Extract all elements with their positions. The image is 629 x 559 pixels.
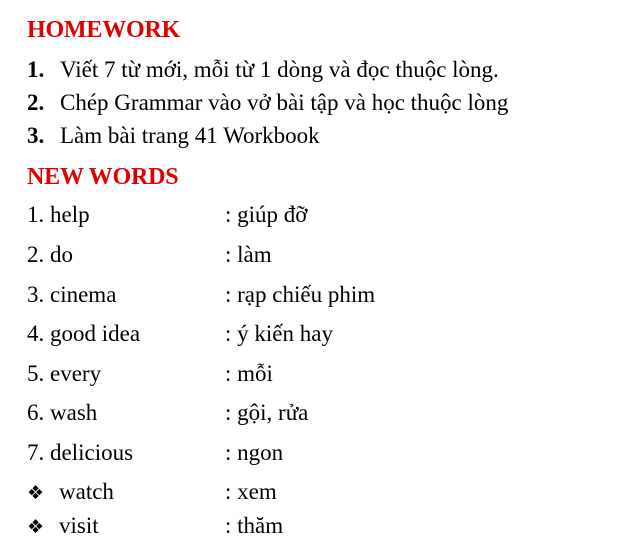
english-word: 5. every [27, 361, 102, 386]
homework-item-number: 1. [27, 57, 45, 82]
english-word: 7. delicious [27, 440, 134, 465]
english-word: 2. do [27, 242, 73, 267]
vietnamese-meaning: : thăm [225, 513, 284, 538]
homework-item-text: Viết 7 từ mới, mỗi từ 1 dòng và đọc thuộc lòng. [60, 57, 499, 82]
homework-item-number: 2. [27, 90, 45, 115]
vietnamese-meaning: : xem [225, 479, 277, 504]
homework-item-2 [27, 91, 508, 114]
vietnamese-meaning: : rạp chiếu phim [225, 282, 376, 307]
english-word: watch [59, 479, 114, 504]
diamond-bullet-icon: ❖ [27, 482, 45, 504]
word-left-group [27, 514, 99, 537]
english-word: 3. cinema [27, 282, 117, 307]
homework-item-1 [27, 58, 499, 81]
english-word: 1. help [27, 202, 90, 227]
homework-item-number: 3. [27, 123, 45, 148]
vietnamese-meaning: : ý kiến hay [225, 321, 333, 346]
word-left-group [27, 480, 114, 503]
vietnamese-meaning: : gội, rửa [225, 400, 309, 425]
vietnamese-meaning: : làm [225, 242, 272, 267]
english-word: 4. good idea [27, 321, 141, 346]
english-word: 6. wash [27, 400, 98, 425]
vietnamese-meaning: : giúp đỡ [225, 202, 308, 227]
homework-item-3 [27, 124, 320, 147]
homework-item-text: Làm bài trang 41 Workbook [60, 123, 320, 148]
new-words-heading: NEW WORDS [27, 164, 179, 190]
vietnamese-meaning: : ngon [225, 440, 284, 465]
diamond-bullet-icon: ❖ [27, 516, 45, 538]
homework-item-text: Chép Grammar vào vở bài tập và học thuộc lòng [60, 90, 509, 115]
english-word: visit [59, 513, 99, 538]
homework-heading: HOMEWORK [27, 17, 181, 43]
vietnamese-meaning: : mỗi [225, 361, 273, 386]
